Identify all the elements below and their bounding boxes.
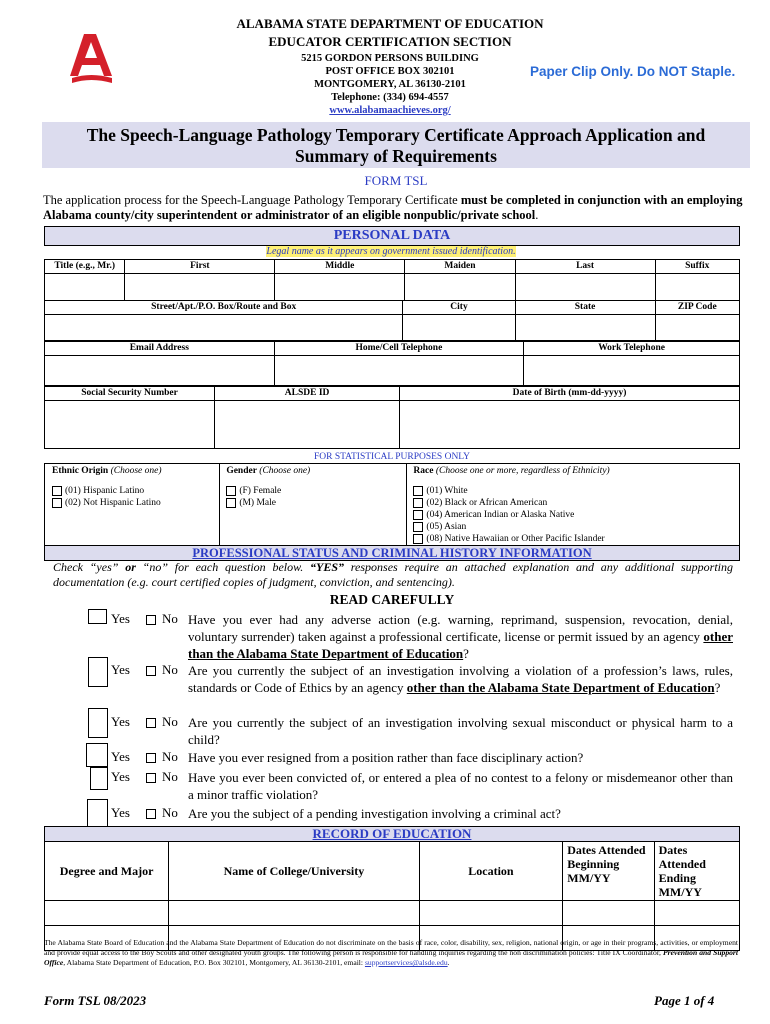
work-phone-label: Work Telephone (524, 342, 740, 356)
zip-field[interactable] (655, 315, 739, 341)
checkbox-icon (413, 510, 423, 520)
q3-no-label: No (162, 714, 178, 729)
dob-label: Date of Birth (mm-dd-yyyy) (400, 387, 740, 401)
q1-yes-box[interactable] (88, 609, 107, 624)
middle-name-field[interactable] (275, 274, 405, 301)
legal-name-note: Legal name as it appears on government issued identification. (266, 246, 516, 257)
q6-yes-box[interactable] (87, 799, 108, 827)
address-table (44, 300, 740, 341)
checkbox-icon (52, 498, 62, 508)
dob-field[interactable] (400, 401, 740, 449)
contact-table (44, 341, 740, 386)
race-cell: Race (Choose one or more, regardless of Ethnicity) (01) White (02) Black or African American (04) American Indian or Alaska Native (05) Asian (08) Native Hawaiian or Other Pacific Islander (407, 464, 740, 547)
website-link[interactable]: www.alabamaachieves.org/ (329, 105, 451, 116)
location-header: Location (419, 842, 563, 901)
q6-yes-label: Yes (111, 805, 130, 820)
q5-no-label: No (162, 769, 178, 784)
home-phone-field[interactable] (274, 356, 524, 386)
email-field[interactable] (45, 356, 275, 386)
middle-name-label: Middle (275, 260, 405, 274)
q1-no-checkbox-icon[interactable] (146, 615, 156, 625)
checkbox-icon (226, 498, 236, 508)
staple-notice: Paper Clip Only. Do NOT Staple. (530, 64, 736, 79)
race-option-american-indian[interactable]: (04) American Indian or Alaska Native (413, 509, 733, 521)
ssn-label: Social Security Number (45, 387, 215, 401)
checkbox-icon (413, 522, 423, 532)
q4-no-label: No (162, 749, 178, 764)
telephone: Telephone: (334) 694-4557 (331, 92, 449, 103)
question-5: Have you ever been convicted of, or entered a plea of no contest to a felony or misdemeanor other than a minor traffic violation? (188, 770, 733, 802)
race-option-white[interactable]: (01) White (413, 485, 733, 497)
education-heading: RECORD OF EDUCATION (44, 826, 740, 842)
last-name-field[interactable] (515, 274, 655, 301)
education-table (44, 841, 740, 951)
q2-yes-box[interactable] (88, 657, 108, 687)
begin-date-field[interactable] (563, 901, 654, 926)
education-row (45, 901, 740, 926)
location-field[interactable] (419, 901, 563, 926)
first-name-field[interactable] (125, 274, 275, 301)
professional-status-heading: PROFESSIONAL STATUS AND CRIMINAL HISTORY INFORMATION (44, 545, 740, 561)
ethnic-option-not-hispanic[interactable]: (02) Not Hispanic Latino (52, 497, 212, 509)
dates-ending-header: Dates Attended Ending MM/YY (654, 842, 739, 901)
q3-yes-label: Yes (111, 714, 130, 729)
q2-yes-label: Yes (111, 662, 130, 677)
address-line-2: POST OFFICE BOX 302101 (325, 66, 455, 77)
q6-no-label: No (162, 805, 178, 820)
work-phone-field[interactable] (524, 356, 740, 386)
checkbox-icon (52, 486, 62, 496)
personal-data-heading: PERSONAL DATA (44, 226, 740, 246)
title-field[interactable] (45, 274, 125, 301)
form-id: FORM TSL (364, 173, 428, 188)
checkbox-icon (413, 498, 423, 508)
suffix-label: Suffix (655, 260, 740, 274)
q4-yes-box[interactable] (86, 743, 108, 767)
gender-option-male[interactable]: (M) Male (226, 497, 400, 509)
city-label: City (403, 301, 515, 315)
address-line-1: 5215 GORDON PERSONS BUILDING (301, 53, 479, 64)
race-option-pacific-islander[interactable]: (08) Native Hawaiian or Other Pacific Islander (413, 533, 733, 545)
nondiscrimination-notice: The Alabama State Board of Education and the Alabama State Department of Education do not discriminate on the basis of race, color, disability, sex, religion, national origin, or age in their programs, activities, or employment and provide equal access to the Boy Scouts and other designated youth groups. The following person is responsible for handling inquiries regarding the non discrimination policies: Title IX Coordinator, Prevention and Support Office, Alabama State Department of Education, P.O. Box 302101, Montgomery, AL 36130-2101, email: supportservices@alsde.edu. (44, 938, 738, 967)
ethnic-option-hispanic[interactable]: (01) Hispanic Latino (52, 485, 212, 497)
ssn-field[interactable] (45, 401, 215, 449)
maiden-name-label: Maiden (405, 260, 515, 274)
checkbox-icon (413, 534, 423, 544)
section-name: EDUCATOR CERTIFICATION SECTION (268, 34, 512, 49)
race-option-asian[interactable]: (05) Asian (413, 521, 733, 533)
question-1: Have you ever had any adverse action (e.g. warning, reprimand, suspension, revocation, denial, voluntary surrender) taken against a professional certificate, license or permit issued by an agency other than the Alabama State Department of Education? (188, 612, 733, 661)
q6-no-checkbox-icon[interactable] (146, 809, 156, 819)
q5-yes-label: Yes (111, 769, 130, 784)
intro-paragraph: The application process for the Speech-Language Pathology Temporary Certificate must be completed in conjunction with an employing Alabama county/city superintendent or administrator of an eligible nonpublic/private school. (43, 193, 743, 222)
q2-no-label: No (162, 662, 178, 677)
degree-major-header: Degree and Major (45, 842, 169, 901)
page-title: The Speech-Language Pathology Temporary Certificate Approach Application and Summary of Requirements (42, 122, 750, 168)
q2-no-checkbox-icon[interactable] (146, 666, 156, 676)
question-3: Are you currently the subject of an investigation involving sexual misconduct or physical harm to a child? (188, 715, 733, 747)
read-carefully: READ CAREFULLY (329, 592, 455, 607)
q3-no-checkbox-icon[interactable] (146, 718, 156, 728)
question-4: Have you ever resigned from a position rather than face disciplinary action? (188, 750, 584, 765)
gender-cell: Gender (Choose one) (F) Female (M) Male (220, 464, 407, 547)
alsde-id-label: ALSDE ID (215, 387, 400, 401)
title-label: Title (e.g., Mr.) (45, 260, 125, 274)
college-header: Name of College/University (169, 842, 419, 901)
dates-beginning-header: Dates Attended Beginning MM/YY (563, 842, 654, 901)
q5-yes-box[interactable] (90, 767, 108, 790)
statistical-note: FOR STATISTICAL PURPOSES ONLY (313, 452, 471, 462)
street-label: Street/Apt./P.O. Box/Route and Box (45, 301, 403, 315)
suffix-field[interactable] (655, 274, 740, 301)
q5-no-checkbox-icon[interactable] (146, 773, 156, 783)
gender-option-female[interactable]: (F) Female (226, 485, 400, 497)
form-version: Form TSL 08/2023 (44, 993, 147, 1008)
zip-label: ZIP Code (655, 301, 739, 315)
state-label: State (515, 301, 655, 315)
id-table (44, 386, 740, 449)
first-name-label: First (125, 260, 275, 274)
email-label: Email Address (45, 342, 275, 356)
city-field[interactable] (403, 315, 515, 341)
street-field[interactable] (45, 315, 403, 341)
q4-yes-label: Yes (111, 749, 130, 764)
alsde-logo-icon (62, 30, 122, 88)
question-2: Are you currently the subject of an investigation involving a violation of a profession’s laws, rules, standards or Code of Ethics by an agency other than the Alabama State Department of Education? (188, 663, 733, 695)
state-field[interactable] (515, 315, 655, 341)
demographics-table (44, 463, 740, 547)
checkbox-icon (226, 486, 236, 496)
support-email-link[interactable]: supportservices@alsde.edu (364, 958, 448, 967)
checkbox-icon (413, 486, 423, 496)
ethnic-origin-cell: Ethnic Origin (Choose one) (01) Hispanic Latino (02) Not Hispanic Latino (45, 464, 220, 547)
page-number: Page 1 of 4 (654, 993, 715, 1008)
name-table (44, 259, 740, 301)
question-6: Are you the subject of a pending investigation involving a criminal act? (188, 806, 561, 821)
home-phone-label: Home/Cell Telephone (274, 342, 524, 356)
last-name-label: Last (515, 260, 655, 274)
address-line-3: MONTGOMERY, AL 36130-2101 (314, 79, 466, 90)
college-field[interactable] (169, 901, 419, 926)
maiden-name-field[interactable] (405, 274, 515, 301)
q4-no-checkbox-icon[interactable] (146, 753, 156, 763)
q3-yes-box[interactable] (88, 708, 108, 738)
degree-field[interactable] (45, 901, 169, 926)
professional-instructions: Check “yes” or “no” for each question below. “YES” responses require an attached explanation and any additional supporting documentation (e.g. court certified copies of judgment, conviction, and sentencing). (53, 560, 734, 589)
q1-no-label: No (162, 611, 178, 626)
race-option-black[interactable]: (02) Black or African American (413, 497, 733, 509)
q1-yes-label: Yes (111, 611, 130, 626)
end-date-field[interactable] (654, 901, 739, 926)
alsde-id-field[interactable] (215, 401, 400, 449)
agency-name: ALABAMA STATE DEPARTMENT OF EDUCATION (236, 16, 544, 31)
